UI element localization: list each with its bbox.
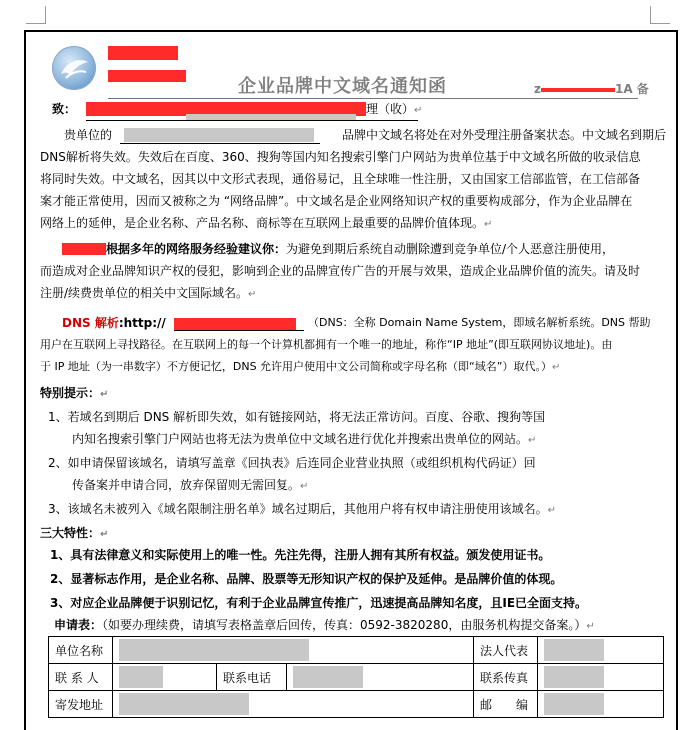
contact-label: 联 系 人 [49,664,113,691]
table-row [49,691,664,718]
redacted-dns-url [174,318,296,330]
dns-desc-first: （DNS：全称 Domain Name System，即域名解析系统。DNS 帮助 [308,316,651,329]
special-item: 2、如申请保留该域名，请填写盖章《回执表》后连同企业营业执照（或组织机构代码证）回 [48,456,536,470]
para2-first-line: 根据多年的网络服务经验建议你：为避免到期后系统自动删除遭到竞争单位/个人恶意注册使用， [106,242,615,256]
brand-underline [120,143,320,144]
mail-address-field[interactable] [113,691,474,718]
redacted-ref [541,88,615,92]
special-heading: 特别提示：↵ [40,386,109,400]
para1-line: DNS解析将失效。失效后在百度、360、搜狗等国内知名搜索引擎门户网站为贵单位基于中文域名所做的收录信息 [40,150,641,164]
postcode-field[interactable] [538,691,664,718]
reference-number [534,80,649,97]
legal-rep-label: 法人代表 [474,637,538,664]
para2-line: 而造成对企业品牌知识产权的侵犯，影响到企业的品牌宣传广告的开展与效果，造成企业品牌价值的流失。请及时 [40,264,641,278]
apply-note: （如要办理续费，请填写表格盖章后回传，传真：0592-3820280，由服务机构提交备案。） [102,618,587,632]
application-form [48,636,664,718]
redacted-company-name [108,46,178,60]
contact-fax-field[interactable] [538,664,664,691]
apply-label: 申请表： [54,618,103,632]
para1-line: 网络上的延伸，是企业名称、产品名称、商标等在互联网上最重要的品牌价值体现。↵ [40,216,493,230]
contact-field[interactable] [113,664,217,691]
features-heading: 三大特性：↵ [40,526,109,540]
unit-name-label: 单位名称 [49,637,113,664]
margin-marker [45,6,46,24]
postcode-label: 邮 编 [474,691,538,718]
dns-underline [174,330,304,331]
feature-item: 1、具有法律意义和实际使用上的唯一性。先注先得，注册人拥有其所有权益。颁发使用证书。 [50,548,551,562]
para2-line: 注册/续费贵单位的相关中文国际域名。↵ [40,286,257,300]
dns-http: :http:// [118,316,166,330]
mail-address-label: 寄发地址 [49,691,113,718]
unit-name-field[interactable] [113,637,474,664]
to-label: 致： [52,102,77,116]
to-line [52,98,76,120]
para1-line: 将同时失效。中文域名，因其以中文形式表现，通俗易记，且全球唯一性注册，又由国家工信部监管，在工信部备 [40,172,641,186]
feature-item: 2、显著标志作用，是企业名称、品牌、股票等无形知识产权的保护及延伸。是品牌价值的体现。 [50,572,563,586]
para1-first-line: 贵单位的 [64,128,113,142]
dns-line: 用户在互联网上寻找路径。在互联网上的每一个计算机都拥有一个唯一的地址，称作“IP 地址”(即互联网协议地址)。由 [40,338,613,351]
para1-first-line-rest: 品牌中文域名将处在对外受理注册备案状态。中文域名到期后 [342,128,667,142]
redacted-company-subtitle [108,70,186,82]
contact-phone-label: 联系电话 [217,664,287,691]
to-suffix: 理（收） [366,102,415,116]
dns-label-line [62,312,166,334]
to-suffix-line: 理（收）↵ [366,102,423,116]
ref-prefix: z [534,82,541,96]
feature-item: 3、对应企业品牌便于识别记忆，有利于企业品牌宣传推广，迅速提高品牌知名度，且IE已全面支持。 [50,596,588,610]
contact-phone-field[interactable] [287,664,474,691]
special-item: 3、该域名未被列入《域名限制注册名单》域名过期后，其他用户将有权申请注册使用该域名。↵ [48,502,557,516]
margin-marker [26,23,46,24]
to-underline [86,120,418,121]
table-row [49,637,664,664]
para1-line: 案才能正常使用，因而又被称之为 “网络品牌”。中文域名是企业网络知识产权的重要构成部分，作为企业品牌在 [40,194,633,208]
special-item: 内知名搜索引擎门户网站也将无法为贵单位中文域名进行优化并搜索出贵单位的网站。↵ [72,432,537,446]
margin-marker [650,6,651,24]
apply-line: 申请表：（如要办理续费，请填写表格盖章后回传，传真：0592-3820280，由服务机构提交备案。）↵ [54,618,595,632]
margin-marker [650,23,670,24]
dns-label: DNS 解析 [62,316,119,330]
document-title: 企业品牌中文域名通知函 [238,76,447,97]
ruler [0,0,681,22]
redacted-brand-name [124,128,314,142]
contact-fax-label: 联系传真 [474,664,538,691]
table-row [49,664,664,691]
redacted-org [62,243,106,255]
document-page [24,30,678,730]
ref-suffix: 1A 备 [614,82,649,96]
special-item: 1、若域名到期后 DNS 解析即失效，如有链接网站，将无法正常访问。百度、谷歌、搜狗等国 [48,410,546,424]
legal-rep-field[interactable] [538,637,664,664]
special-item: 传备案并申请合同，放弃保留则无需回复。↵ [72,478,309,492]
dns-line: 于 IP 地址（为一串数字）不方便记忆，DNS 允许用户使用中文公司简称或字母名称（即“域名”）取代。）↵ [40,360,561,373]
company-logo-icon [52,46,96,90]
